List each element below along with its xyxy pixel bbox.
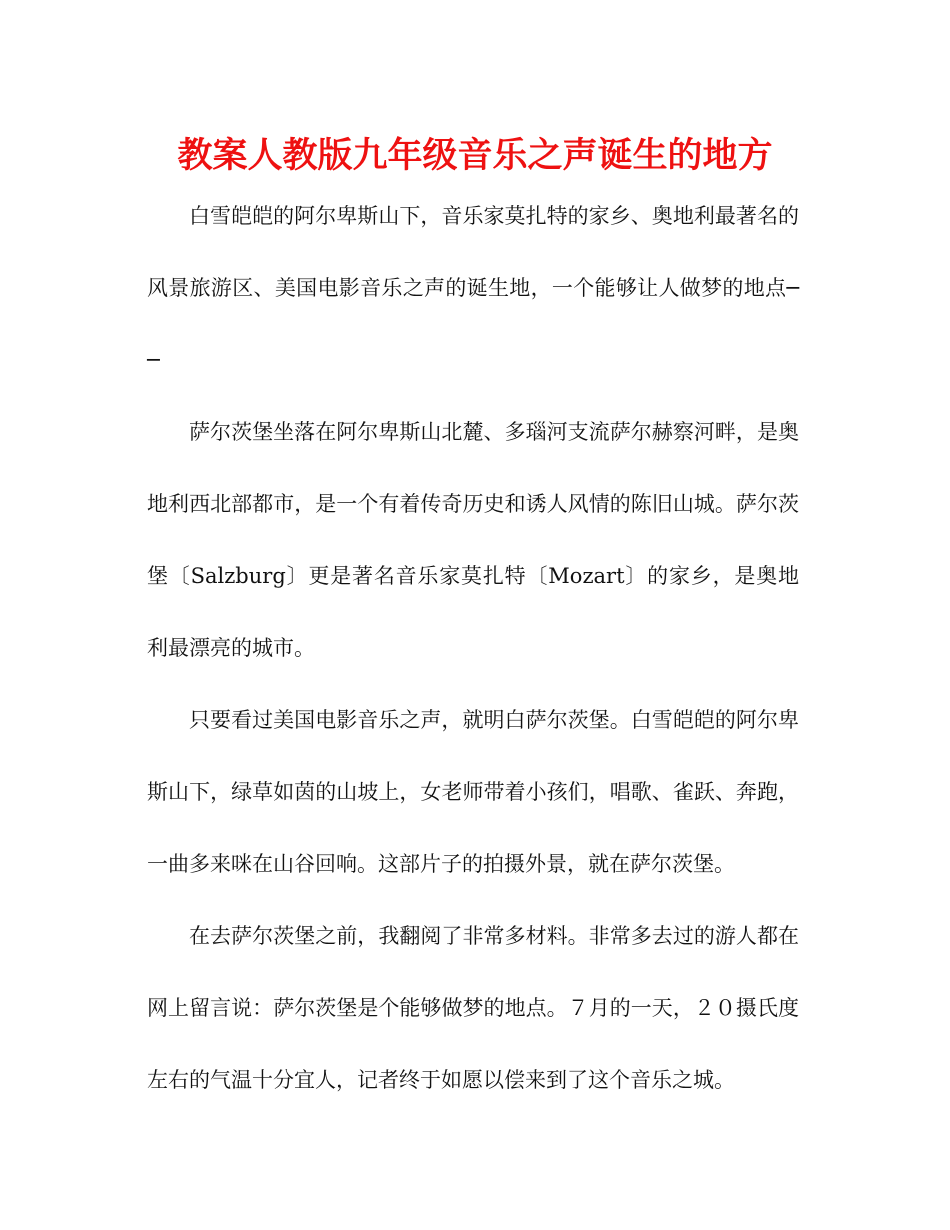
paragraph-2: 萨尔茨堡坐落在阿尔卑斯山北麓、多瑙河支流萨尔赫察河畔，是奥地利西北部都市，是一个有着传奇历史和诱人风情的陈旧山城。萨尔茨堡〔Salzburg〕更是著名音乐家莫扎特〔Mozart〕的家乡，是奥地利最漂亮的城市。 [147,420,799,660]
document-body [147,180,799,1116]
paragraph-4: 在去萨尔茨堡之前，我翻阅了非常多材料。非常多去过的游人都在网上留言说：萨尔茨堡是个能够做梦的地点。７月的一天，２０摄氏度左右的气温十分宜人，记者终于如愿以偿来到了这个音乐之城。 [147,924,799,1092]
document-title: 教案人教版九年级音乐之声诞生的地方 [177,136,773,176]
paragraph-1: 白雪皑皑的阿尔卑斯山下，音乐家莫扎特的家乡、奥地利最著名的风景旅游区、美国电影音乐之声的诞生地，一个能够让人做梦的地点── [147,204,799,372]
paragraph-3: 只要看过美国电影音乐之声，就明白萨尔茨堡。白雪皑皑的阿尔卑斯山下，绿草如茵的山坡上，女老师带着小孩们，唱歌、雀跃、奔跑，一曲多来咪在山谷回响。这部片子的拍摄外景，就在萨尔茨堡。 [147,708,799,876]
